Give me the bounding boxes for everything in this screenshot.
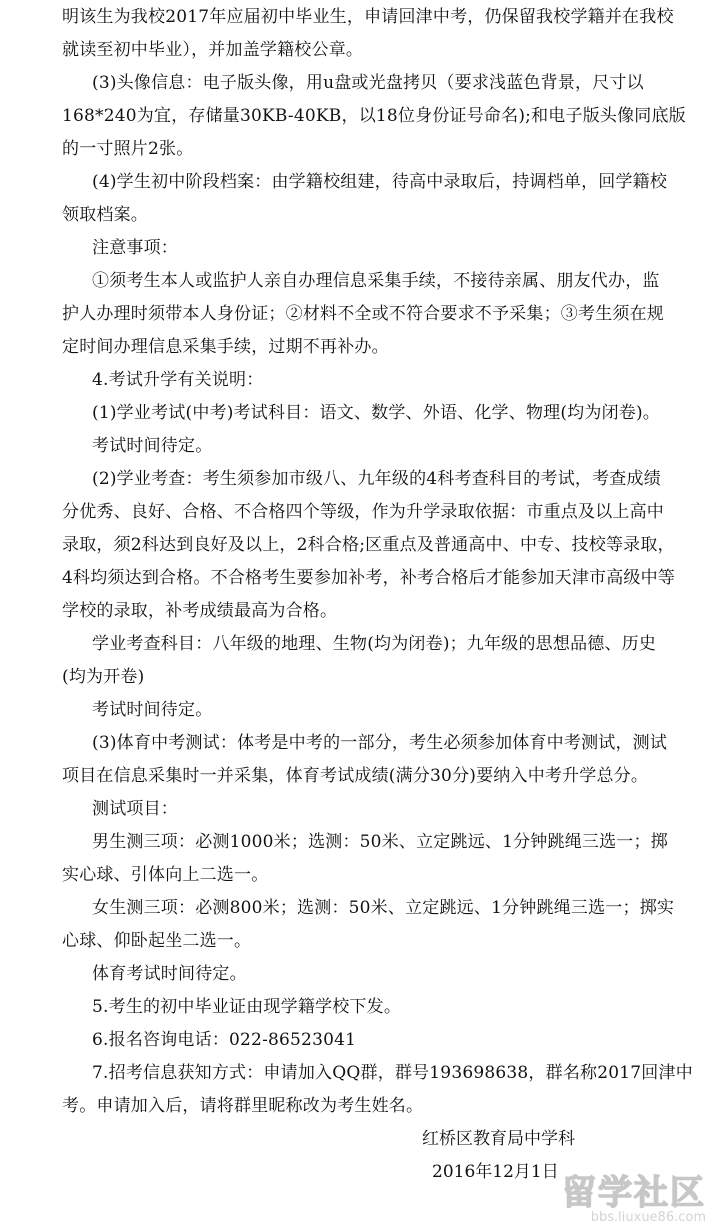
paragraph-line: ①须考生本人或监护人亲自办理信息采集手续，不接待亲属、朋友代办，监 (92, 271, 660, 291)
paragraph-line: (3)头像信息：电子版头像，用u盘或光盘拷贝（要求浅蓝色背景，尺寸以 (92, 73, 644, 93)
paragraph-line: 心球、仰卧起坐二选一。 (62, 931, 252, 951)
watermark-logo (532, 1165, 712, 1227)
section-heading: 4.考试升学有关说明： (92, 370, 264, 390)
paragraph-line: 考试时间待定。 (92, 700, 213, 720)
paragraph-line: (2)学业考查：考生须参加市级八、九年级的4科考查科目的考试，考查成绩 (92, 469, 661, 489)
paragraph-line: 女生测三项：必测800米；选测：50米、立定跳远、1分钟跳绳三选一；掷实 (92, 898, 675, 918)
paragraph-line: 项目在信息采集时一并采集，体育考试成绩(满分30分)要纳入中考升学总分。 (62, 766, 649, 786)
paragraph-line: 明该生为我校2017年应届初中毕业生，申请回津中考，仍保留我校学籍并在我校 (62, 7, 674, 27)
section-heading: 测试项目： (92, 799, 178, 819)
paragraph-line: 学校的录取，补考成绩最高为合格。 (62, 601, 338, 621)
paragraph-line: 录取，须2科达到良好及以上，2科合格;区重点及普通高中、中专、技校等录取， (62, 535, 675, 555)
paragraph-line: 5.考生的初中毕业证由现学籍学校下发。 (92, 997, 402, 1017)
paragraph-line: 体育考试时间待定。 (92, 964, 247, 984)
paragraph-line: 6.报名咨询电话：022-86523041 (92, 1030, 357, 1050)
paragraph-line: 考。申请加入后，请将群里昵称改为考生姓名。 (62, 1096, 424, 1116)
paragraph-line: 考试时间待定。 (92, 436, 213, 456)
paragraph-line: 4科均须达到合格。不合格考生要参加补考，补考合格后才能参加天津市高级中等 (62, 568, 676, 588)
signature-date: 2016年12月1日 (432, 1162, 559, 1182)
paragraph-line: (1)学业考试(中考)考试科目：语文、数学、外语、化学、物理(均为闭卷)。 (92, 403, 661, 423)
paragraph-line: 分优秀、良好、合格、不合格四个等级，作为升学录取依据：市重点及以上高中 (62, 502, 664, 522)
section-heading: 注意事项： (92, 238, 178, 258)
watermark-logo-text: 留学社区 (562, 1173, 706, 1213)
paragraph-line: 就读至初中毕业），并加盖学籍校公章。 (62, 40, 364, 60)
paragraph-line: 7.招考信息获知方式：申请加入QQ群，群号193698638，群名称2017回津中 (92, 1063, 693, 1083)
paragraph-line: 的一寸照片2张。 (62, 139, 194, 159)
paragraph-line: 护人办理时须带本人身份证；②材料不全或不符合要求不予采集；③考生须在规 (62, 304, 664, 324)
paragraph-line: 男生测三项：必测1000米；选测：50米、立定跳远、1分钟跳绳三选一；掷 (92, 832, 668, 852)
paragraph-line: (4)学生初中阶段档案：由学籍校组建，待高中录取后，持调档单，回学籍校 (92, 172, 668, 192)
paragraph-line: (3)体育中考测试：体考是中考的一部分，考生必须参加体育中考测试，测试 (92, 733, 668, 753)
paragraph-line: 168*240为宜，存储量30KB-40KB，以18位身份证号命名);和电子版头像同底版 (62, 106, 686, 126)
signature-organization: 红桥区教育局中学科 (422, 1129, 575, 1149)
paragraph-line: (均为开卷) (62, 667, 145, 687)
watermark-url: bbs.liuxue86.com (590, 1210, 706, 1225)
paragraph-line: 学业考查科目：八年级的地理、生物(均为闭卷)；九年级的思想品德、历史 (92, 634, 657, 654)
paragraph-line: 实心球、引体向上二选一。 (62, 865, 269, 885)
paragraph-line: 领取档案。 (62, 205, 148, 225)
paragraph-line: 定时间办理信息采集手续，过期不再补办。 (62, 337, 389, 357)
